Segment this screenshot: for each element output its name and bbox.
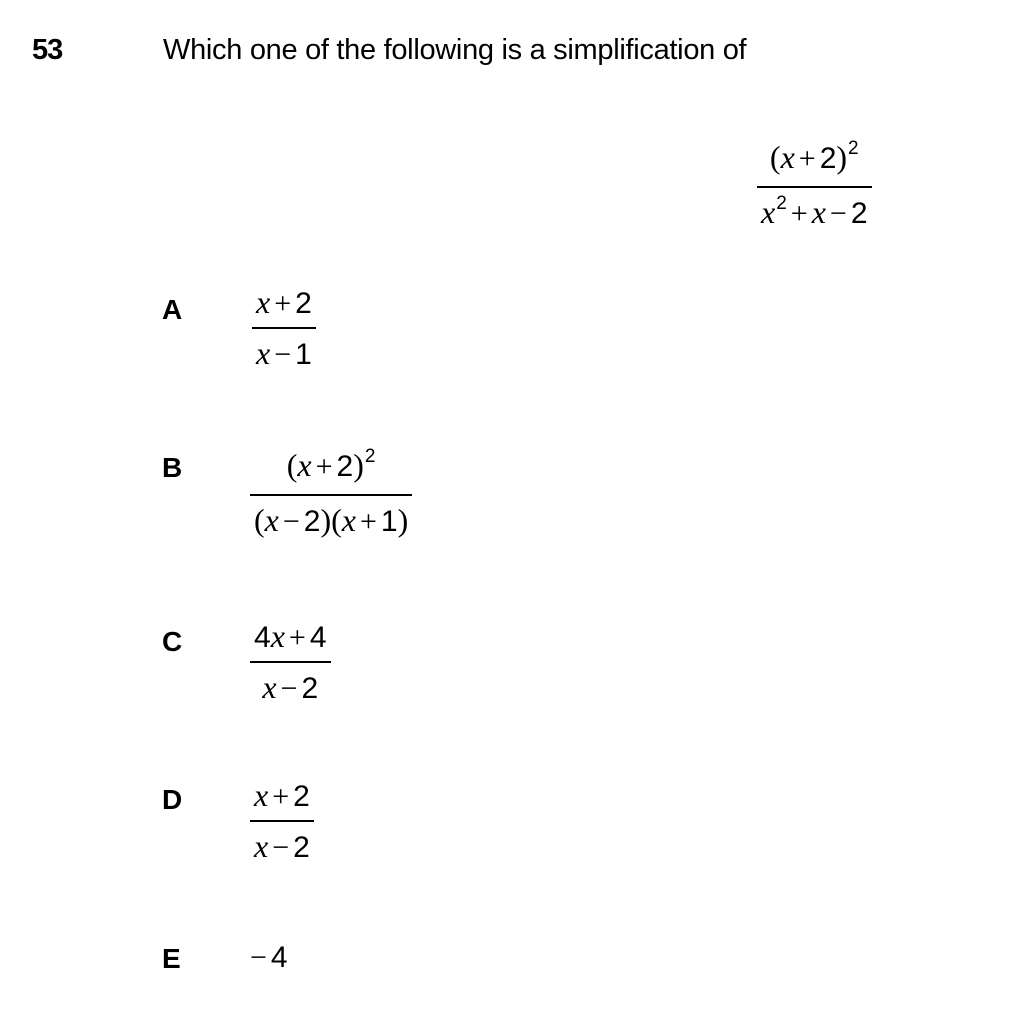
variable: x [270,618,285,654]
fraction-bar [252,327,316,329]
paren: ) [397,502,409,538]
variable: x [254,828,269,864]
option-b-expression[interactable] [250,446,412,541]
paren: ) [320,502,332,538]
option-d-letter[interactable]: D [162,784,183,815]
operator: + [274,287,292,320]
variable: x [254,777,269,813]
exponent: 2 [776,193,787,214]
constant: 2 [850,197,868,230]
option-c-letter[interactable]: C [162,626,183,657]
question-number: 53 [32,34,63,66]
paren: ( [331,502,342,538]
fraction-bar [250,494,412,496]
variable: x [256,284,271,320]
fraction-bar [757,186,872,188]
constant: 2 [336,450,354,483]
option-e-value[interactable] [250,941,288,975]
fraction-bar [250,820,314,822]
option-b-numerator [283,446,380,490]
paren: ( [286,447,298,483]
option-c-expression[interactable] [250,617,331,708]
constant: 2 [295,287,312,320]
variable: x [297,447,312,483]
option-a-expression[interactable] [252,283,316,374]
option-d-numerator [250,776,314,816]
expression-numerator [766,138,863,182]
option-d-denominator [250,827,314,867]
variable: x [811,194,826,230]
paren: ) [353,447,364,483]
option-a-denominator [252,334,316,374]
constant: 1 [380,505,398,538]
option-b-denominator [250,501,412,541]
variable: x [341,502,356,538]
coefficient: 4 [254,621,271,654]
option-b-letter[interactable]: B [162,452,183,483]
operator: + [272,780,290,813]
option-d-expression[interactable] [250,776,314,867]
constant: 2 [819,142,837,175]
operator: + [359,505,377,538]
question-expression [757,138,872,237]
operator: − [274,338,292,371]
variable: x [780,139,795,175]
constant: 2 [301,672,319,705]
exponent: 2 [848,138,859,159]
operator: + [790,197,808,230]
constant: 4 [270,941,288,974]
expression-denominator [757,193,872,237]
operator: − [272,831,290,864]
constant: 2 [293,780,310,813]
minus-sign: − [250,941,267,974]
exponent: 2 [364,446,376,467]
operator: − [280,672,298,705]
option-c-numerator [250,617,331,657]
paren: ( [769,139,781,175]
variable: x [264,502,279,538]
variable: x [761,194,776,230]
constant: 2 [293,831,310,864]
paren: ( [254,502,265,538]
variable: x [256,335,271,371]
operator: + [315,450,333,483]
paren: ) [836,139,848,175]
variable: x [262,669,277,705]
constant: 2 [303,505,321,538]
operator: + [288,621,306,654]
constant: 1 [295,338,312,371]
option-a-numerator [252,283,316,323]
fraction-bar [250,661,331,663]
option-c-denominator [258,668,322,708]
question-text: Which one of the following is a simplification of [163,34,747,66]
operator: − [829,197,847,230]
operator: + [798,142,816,175]
option-e-letter[interactable]: E [162,943,181,974]
constant: 4 [309,621,327,654]
operator: − [282,505,300,538]
option-a-letter[interactable]: A [162,294,183,325]
